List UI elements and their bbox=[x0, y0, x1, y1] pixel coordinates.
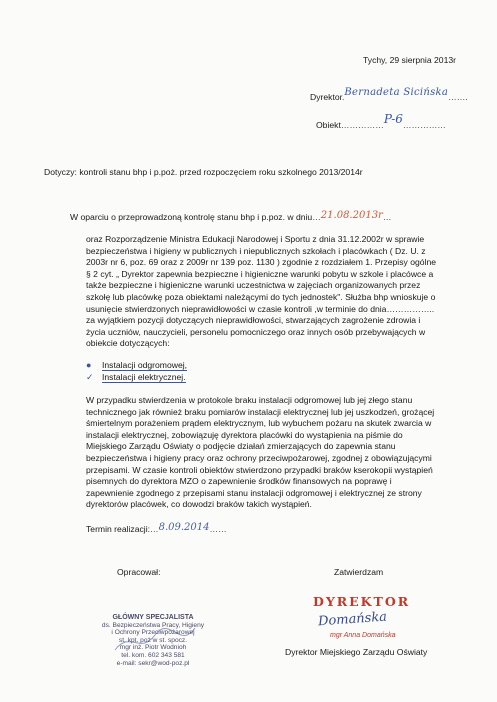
director-stamp-title: DYREKTOR bbox=[313, 594, 411, 609]
deadline-line: Termin realizacji:…8.09.2014…… bbox=[86, 522, 227, 534]
director-label: Dyrektor bbox=[310, 92, 342, 102]
intro-line: W oparciu o przeprowadzoną kontrolę stanu bhp i p.poz. w dniu…21.08.2013r… bbox=[70, 210, 392, 222]
approved-label: Zatwierdzam bbox=[334, 567, 384, 577]
body-line: przepisami. W czasie kontroli obiektów stwierdzono przypadki braków kserokopii wystąpień bbox=[86, 464, 433, 475]
inspection-date-handwritten: 21.08.2013r bbox=[320, 210, 383, 221]
body-line: Miejskiego Zarządu Oświaty o podjęcie działań zmierzających do zapewnia stanu bbox=[86, 441, 396, 452]
body-line: technicznego jak również braku pomiarów instalacji elektrycznej lub jej uszkodzeń, grożącej bbox=[86, 406, 435, 417]
regulation-paragraph bbox=[86, 234, 436, 350]
object-line: Obiekt……………P-6…………… bbox=[316, 112, 446, 130]
body-line: instalacji elektrycznej, zobowiązuję dyrektora placówki do wystąpienia na piśmie do bbox=[86, 429, 403, 440]
list-item bbox=[86, 360, 187, 372]
stamp-line: GŁÓWNY SPECJALISTA bbox=[112, 614, 194, 621]
subject-line: Dotyczy: kontroli stanu bhp i p.poż. przed rozpoczęciem roku szkolnego 2013/2014r bbox=[44, 167, 363, 177]
body-line: obiekcie dotyczących: bbox=[86, 338, 170, 349]
body-line: dyrektorów placówek, co dowodzi braków takich wystąpień. bbox=[86, 499, 312, 510]
bullet-icon: ● bbox=[86, 360, 92, 370]
object-handwritten: P-6 bbox=[383, 112, 403, 126]
body-line: śmiertelnym porażeniem prądem elektrycznym, lub wybuchem pożaru na skutek zwarcia w bbox=[86, 418, 432, 429]
director-stamp-name: mgr Anna Domańska bbox=[330, 632, 396, 639]
installation-list bbox=[86, 360, 187, 383]
body-line: oraz Rozporządzenie Ministra Edukacji Narodowej i Sportu z dnia 31.12.2002r w sprawie bbox=[86, 234, 425, 244]
prepared-label: Opracował: bbox=[117, 567, 161, 577]
stamp-line: mgr inż. Piotr Wodnioh bbox=[119, 644, 187, 652]
obligation-paragraph bbox=[86, 395, 434, 511]
director-signature: Domańska bbox=[317, 609, 388, 630]
body-line: zapewnienie zgodnego z przepisami stanu instalacji odgromowej i elektrycznej ze strony bbox=[86, 487, 422, 498]
item-label: Instalacji elektrycznej. bbox=[102, 371, 186, 382]
body-line: za wyjątkiem pozycji dotyczących nieprawidłowości, stwarzających zagrożenie zdrowia i bbox=[86, 315, 421, 326]
director-handwritten: Bernadeta Sicińska bbox=[344, 87, 449, 98]
body-line: W przypadku stwierdzenia w protokole braku instalacji odgromowej lub jej złego stanu bbox=[86, 395, 413, 405]
intro-text: W oparciu o przeprowadzoną kontrolę stanu bhp i p.poz. w dniu bbox=[70, 212, 313, 222]
deadline-label: Termin realizacji: bbox=[86, 524, 150, 534]
body-line: 2003r nr 6, poz. 69 oraz z 2009r nr 139 poz. 1130 ) zgodnie z rozdziałem 1. Przepisy ogólne bbox=[86, 257, 437, 268]
body-line: także bezpieczne i higieniczne warunki uczestnictwa w zajęciach organizowanych przez bbox=[86, 280, 421, 291]
body-line: życia uczniów, nauczycieli, personelu pomocniczego oraz innych osób przebywających w bbox=[86, 326, 426, 337]
stamp-line: st. kpt. poż w st. spocz. bbox=[118, 636, 188, 644]
place-date: Tychy, 29 sierpnia 2013r bbox=[363, 55, 456, 65]
director-caption: Dyrektor Miejskiego Zarządu Oświaty bbox=[285, 647, 428, 657]
body-line: bezpieczeństwa i higieny w publicznych i niepublicznych szkołach i placówkach ( Dz. U. z bbox=[86, 245, 426, 256]
list-item bbox=[86, 372, 187, 384]
stamp-line: e-mail: sekr@wod-poz.pl bbox=[116, 659, 190, 667]
body-line: usunięcie stwierdzonych nieprawidłowości w czasie kontroli ,w terminie do dnia…………….. bbox=[86, 303, 435, 314]
body-line: pisemnych do dyrektora MZO o zapewnienie środków finansowych na poprawę i bbox=[86, 476, 392, 487]
stamp-line: ds. Bezpieczeństwa Pracy, Higieny bbox=[101, 621, 205, 629]
checkmark-icon: ✓ bbox=[86, 371, 94, 382]
body-line: § 2 cyt. „ Dyrektor zapewnia bezpieczne i higieniczne warunki pobytu w szkole i placówce a bbox=[86, 268, 434, 279]
body-line: szkołę lub placówkę poza obiektami należącymi do tych jednostek". Służba bhp wnioskuje o bbox=[86, 291, 436, 302]
specialist-signature-icon bbox=[110, 620, 200, 660]
stamp-line: tel. kom. 602 343 581 bbox=[121, 651, 185, 659]
object-label: Obiekt bbox=[316, 120, 341, 130]
body-line: bezpieczeństwa i higieny pracy oraz ochrony przeciwpożarowej, zgodnej z obowiązującymi bbox=[86, 452, 432, 463]
stamp-line: i Ochrony Przeciwpożarowej bbox=[111, 629, 195, 637]
director-line: Dyrektor.Bernadeta Sicińska……. bbox=[310, 87, 468, 102]
deadline-handwritten: 8.09.2014 bbox=[158, 522, 210, 533]
item-label: Instalacji odgromowej, bbox=[102, 360, 188, 370]
